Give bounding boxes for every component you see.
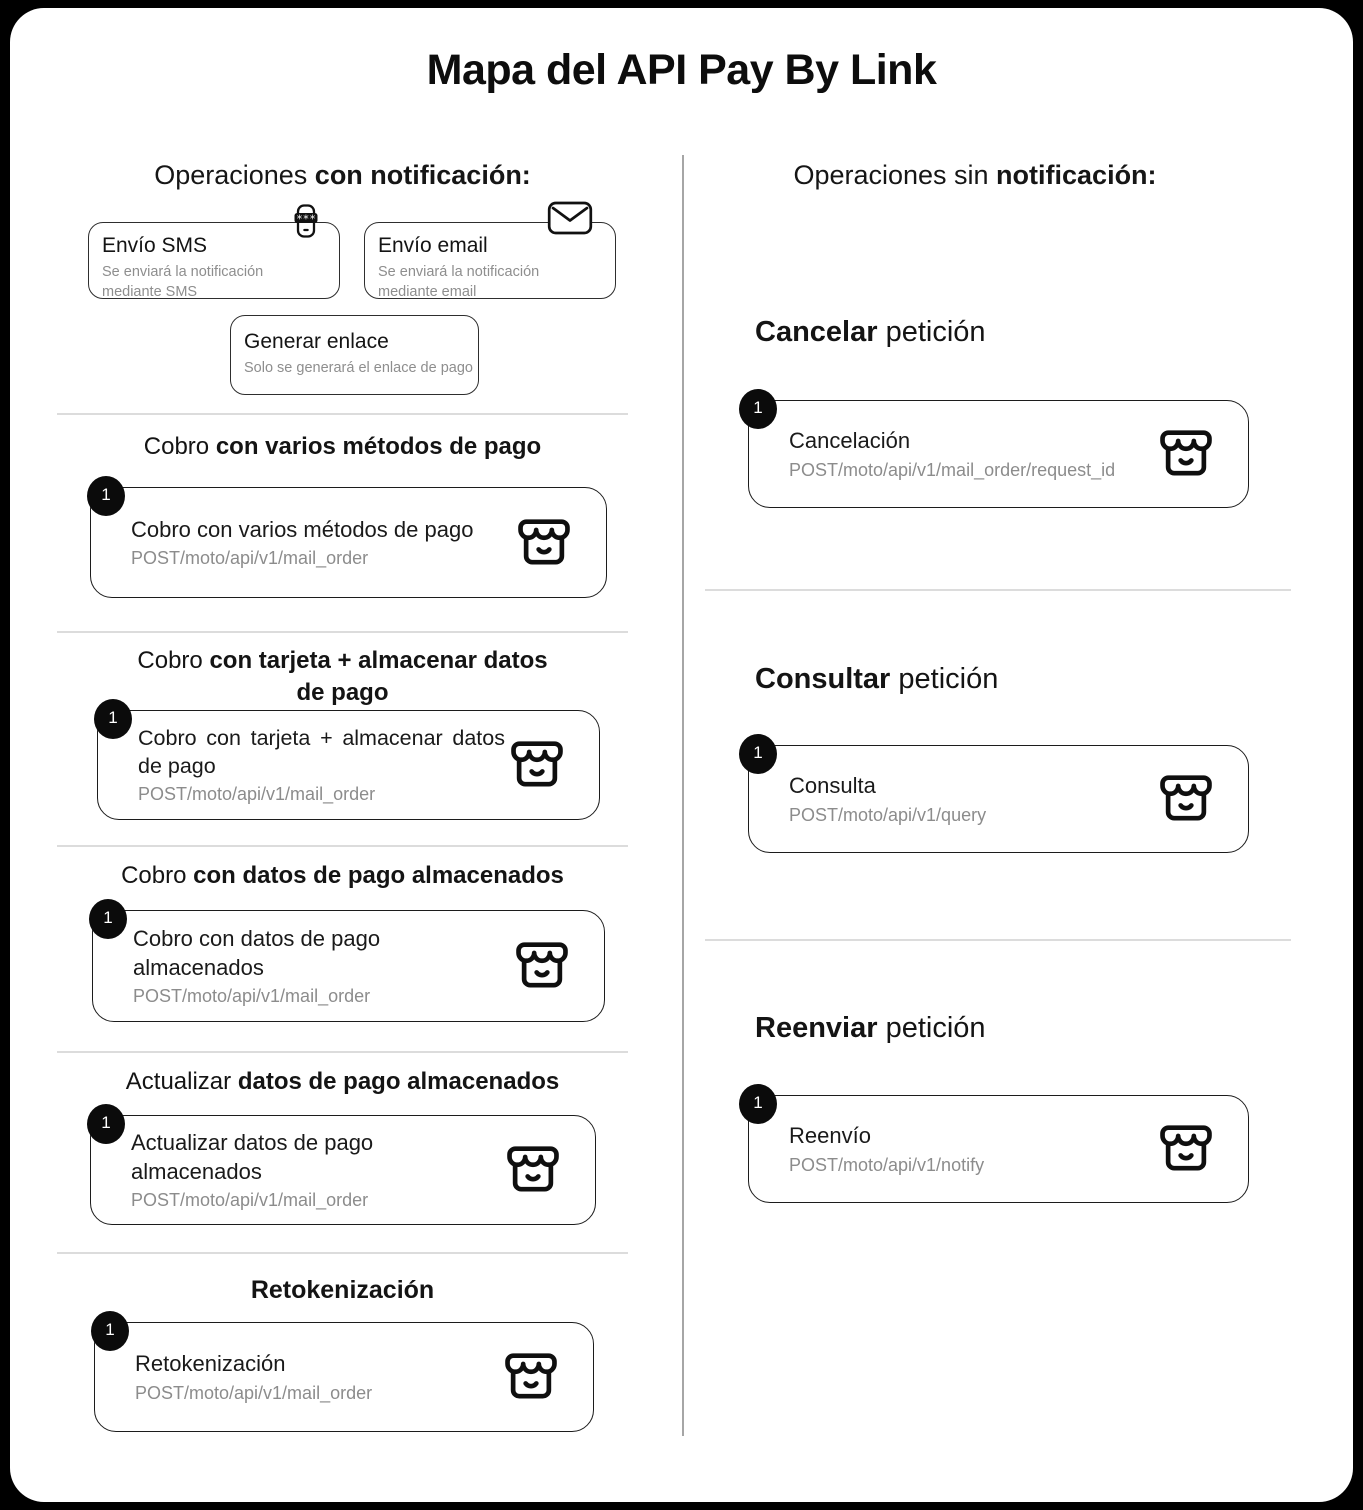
left-column-heading: Operaciones con notificación:	[154, 160, 531, 190]
card-title: Retokenización	[135, 1351, 286, 1377]
card-title: Cobro con varios métodos de pago	[131, 516, 474, 542]
storefront-icon	[501, 1138, 565, 1202]
notification-option-email	[364, 222, 616, 299]
notification-title: Envío SMS	[102, 234, 208, 257]
card-endpoint: POST/moto/api/v1/mail_order	[131, 1190, 369, 1211]
email-envelope-icon	[547, 199, 593, 237]
api-card-consulta	[748, 745, 1249, 853]
divider	[57, 413, 628, 415]
api-card-retokenizacion	[94, 1322, 594, 1432]
card-endpoint: POST/moto/api/v1/mail_order	[138, 784, 376, 805]
api-card-cobro-varios	[90, 487, 607, 598]
notification-description: Se enviará la notificación mediante SMS	[102, 264, 264, 301]
section-heading-consultar: Consultar petición	[755, 663, 999, 695]
column-divider	[682, 155, 684, 1436]
divider	[57, 1051, 628, 1053]
section-heading-cobro-tarjeta: Cobro con tarjeta + almacenar datos de pago	[137, 647, 548, 706]
api-card-cobro-almacenados	[92, 910, 605, 1022]
section-heading-actualizar: Actualizar datos de pago almacenados	[125, 1068, 560, 1095]
storefront-icon	[499, 1345, 563, 1409]
storefront-icon	[510, 934, 574, 998]
notification-option-sms	[88, 212, 340, 301]
card-endpoint: POST/moto/api/v1/notify	[789, 1154, 985, 1175]
right-column-heading: Operaciones sin notificación:	[793, 160, 1157, 190]
notification-title: Envío email	[378, 234, 488, 257]
page-title: Mapa del API Pay By Link	[426, 46, 937, 94]
divider	[705, 939, 1291, 941]
card-endpoint: POST/moto/api/v1/mail_order	[131, 548, 369, 569]
card-endpoint: POST/moto/api/v1/query	[789, 804, 987, 825]
card-title: Cobro con datos de pago almacenados	[133, 925, 381, 980]
step-badge: 1	[87, 476, 125, 516]
step-badge: 1	[739, 1084, 777, 1124]
card-title: Consulta	[789, 773, 876, 799]
step-badge: 1	[739, 734, 777, 774]
notification-title: Generar enlace	[244, 330, 389, 353]
card-title: Cancelación	[789, 428, 911, 454]
section-heading-cobro-varios: Cobro con varios métodos de pago	[143, 433, 542, 460]
step-badge: 1	[91, 1311, 129, 1351]
card-title: Cobro con tarjeta + almacenar datos de pago	[138, 725, 505, 778]
divider	[57, 1252, 628, 1254]
card-title: Reenvío	[789, 1123, 871, 1149]
section-heading-reenviar: Reenviar petición	[755, 1012, 986, 1044]
storefront-icon	[1154, 1117, 1218, 1181]
divider	[57, 845, 628, 847]
notification-description: Solo se generará el enlace de pago	[244, 360, 473, 376]
notification-option-link	[230, 315, 479, 395]
storefront-icon	[1154, 422, 1218, 486]
api-card-reenvio	[748, 1095, 1249, 1203]
svg-text:***: ***	[296, 212, 316, 226]
api-card-cobro-tarjeta	[97, 710, 600, 820]
divider	[57, 631, 628, 633]
step-badge: 1	[87, 1104, 125, 1144]
card-endpoint: POST/moto/api/v1/mail_order/request_id	[789, 459, 1116, 480]
section-heading-cobro-almacenados: Cobro con datos de pago almacenados	[121, 862, 564, 889]
notification-description: Se enviará la notificación mediante email	[378, 264, 540, 301]
storefront-icon	[505, 733, 569, 797]
api-card-actualizar	[90, 1115, 596, 1225]
section-heading-cancelar: Cancelar petición	[755, 316, 986, 348]
step-badge: 1	[94, 699, 132, 739]
step-badge: 1	[739, 389, 777, 429]
step-badge: 1	[89, 899, 127, 939]
section-heading-retokenizacion: Retokenización	[250, 1276, 435, 1304]
storefront-icon	[1154, 767, 1218, 831]
card-title: Actualizar datos de pago almacenados	[131, 1129, 374, 1184]
card-endpoint: POST/moto/api/v1/mail_order	[133, 986, 371, 1007]
card-endpoint: POST/moto/api/v1/mail_order	[135, 1382, 373, 1403]
storefront-icon	[512, 511, 576, 575]
divider	[705, 589, 1291, 591]
sms-phone-icon	[287, 203, 325, 239]
api-card-cancelacion	[748, 400, 1249, 508]
